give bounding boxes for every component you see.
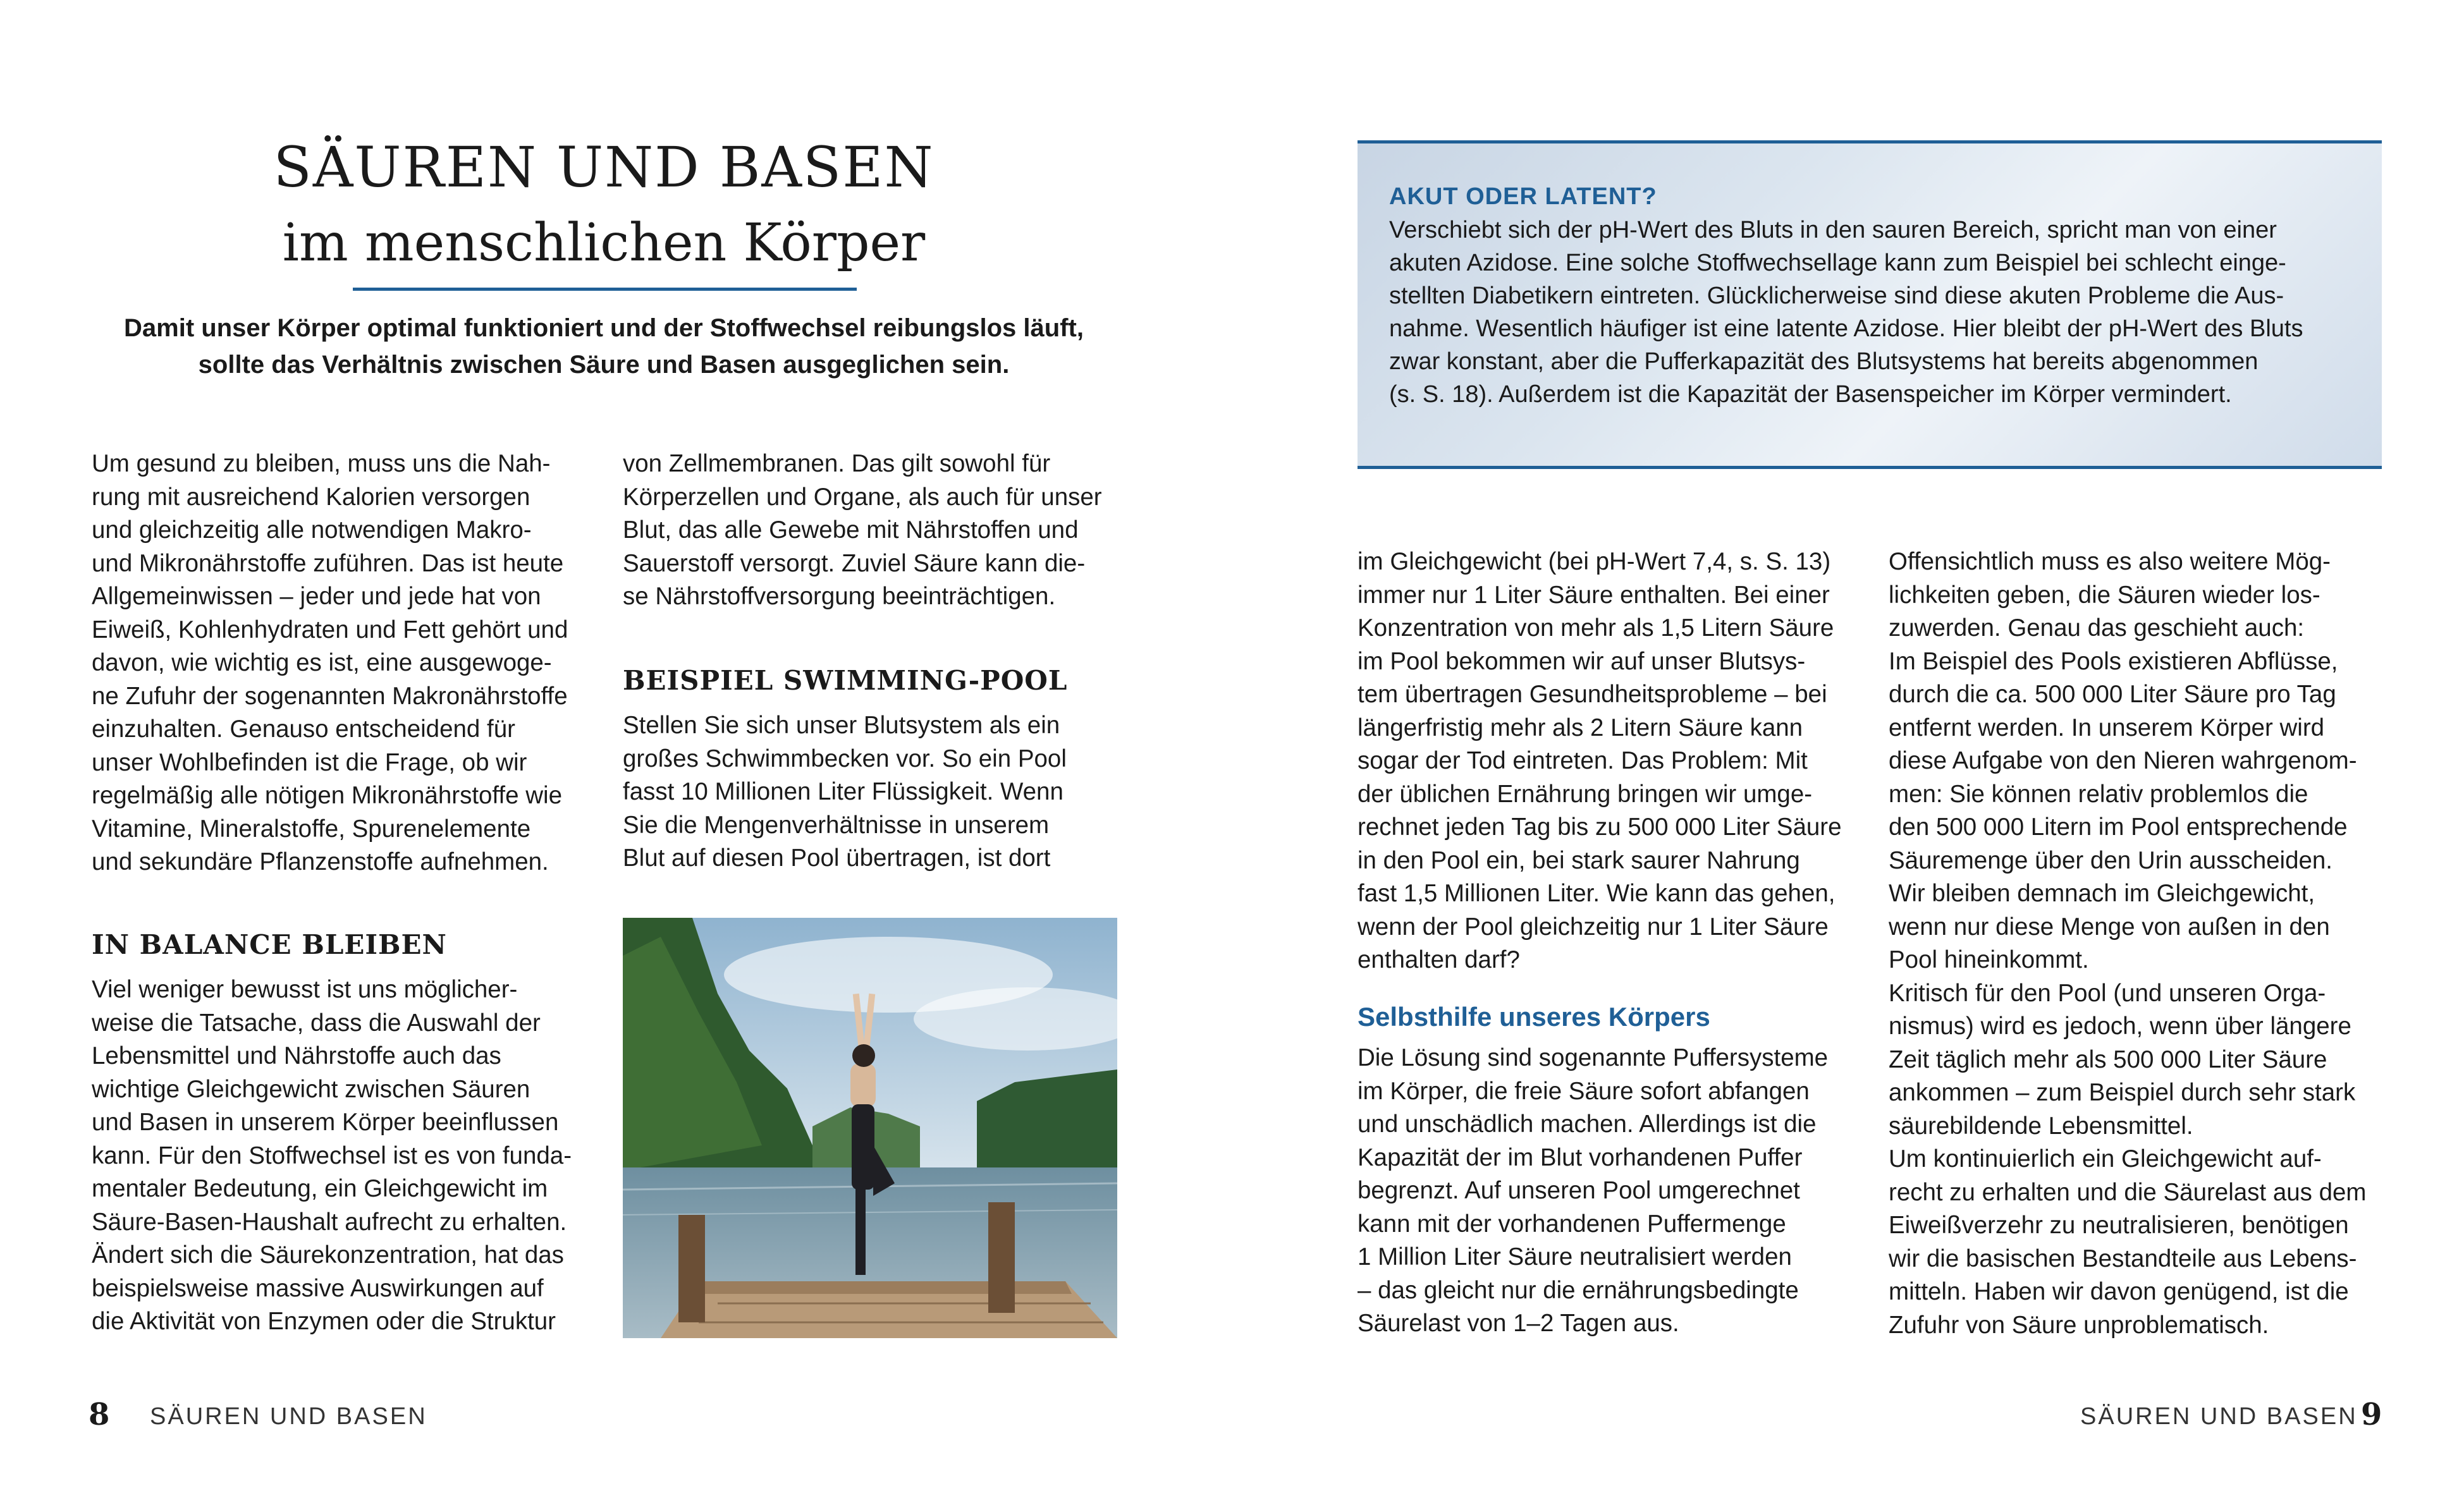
page-number-right: 9	[2361, 1397, 2382, 1432]
running-head-left: SÄUREN UND BASEN	[150, 1403, 427, 1430]
title-rule	[353, 288, 857, 291]
running-head-right: SÄUREN UND BASEN	[2080, 1403, 2358, 1430]
subhead-self-help: Selbsthilfe unseres Körpers	[1358, 1002, 1710, 1032]
page-title: SÄUREN UND BASEN	[273, 135, 935, 200]
lead-paragraph: Damit unser Körper optimal funktioniert und der Stoffwechsel reibungslos läuft, sollte das Verhältnis zwischen Säure und Basen ausgeglichen sein.	[124, 314, 1084, 379]
column-2-paragraph-1: von Zellmembranen. Das gilt sowohl für Körperzellen und Organe, als auch für unser Blut, das alle Gewebe mit Nährstoffen und Sauerstoff versorgt. Zuviel Säure kann die- se Nährstoffversorgung beeinträchtigen.	[623, 450, 1102, 610]
info-box-text: Verschiebt sich der pH-Wert des Bluts in den sauren Bereich, spricht man von einer akuten Azidose. Eine solche Stoffwechsellage kann zum Beispiel bei schlecht einge- stellten Diabetikern eintreten. Glücklicherweise sind diese akuten Probleme die Aus- nahme. Wesentlich häufiger ist eine latente Azidose. Hier bleibt der pH-Wert des Bluts zwar konstant, aber die Pufferkapazität des Blutsystems hat bereits abgenommen (s. S. 18). Außerdem ist die Kapazität der Basenspeicher im Körper vermindert.	[1389, 217, 2303, 408]
yoga-lake-photo	[623, 918, 1117, 1338]
subhead-swimming-pool: BEISPIEL SWIMMING-POOL	[623, 665, 1068, 696]
column-1-paragraph-1: Um gesund zu bleiben, muss uns die Nah- rung mit ausreichend Kalorien versorgen und gleichzeitig alle notwendigen Makro- und Mikronährstoffe zuführen. Das ist heute Allgemeinwissen – jeder und jede hat von Eiweiß, Kohlenhydraten und Fett gehört und davon, wie wichtig es ist, eine ausgewoge- ne Zufuhr der sogenannten Makronährstoffe einzuhalten. Genauso entscheidend für unser Wohlbefinden ist die Frage, ob wir regelmäßig alle nötigen Mikronährstoffe wie Vitamine, Mineralstoffe, Spurenelemente und sekundäre Pflanzenstoffe aufnehmen.	[92, 450, 568, 875]
info-box-title: AKUT ODER LATENT?	[1389, 183, 1657, 210]
column-3-paragraph-2: Die Lösung sind sogenannte Puffersysteme im Körper, die freie Säure sofort abfangen und unschädlich machen. Allerdings ist die Kapazität der im Blut vorhandenen Puffer begrenzt. Auf unseren Pool umgerechnet kann mit der vorhandenen Puffermenge 1 Million Liter Säure neutralisiert werden – das gleicht nur die ernährungsbedingte Säurelast von 1–2 Tagen aus.	[1358, 1044, 1829, 1337]
column-3-paragraph-1: im Gleichgewicht (bei pH-Wert 7,4, s. S. 13) immer nur 1 Liter Säure enthalten. Bei einer Konzentration von mehr als 1,5 Litern Säure im Pool bekommen wir auf unser Blutsys- tem übertragen Gesundheitsprobleme – bei längerfristig mehr als 2 Litern Säure kann sogar der Tod eintreten. Das Problem: Mit der üblichen Ernährung bringen wir umge- rechnet jeden Tag bis zu 500 000 Liter Säure in den Pool ein, bei stark saurer Nahrung fast 1,5 Millionen Liter. Wie kann das gehen, wenn der Pool gleichzeitig nur 1 Liter Säure enthalten darf?	[1358, 548, 1842, 973]
column-2-paragraph-2: Stellen Sie sich unser Blutsystem als ein großes Schwimmbecken vor. So ein Pool fasst 10 Millionen Liter Flüssigkeit. Wenn Sie die Mengenverhältnisse in unserem Blut auf diesen Pool übertragen, ist dort	[623, 712, 1067, 872]
column-1-paragraph-2: Viel weniger bewusst ist uns möglicher- weise die Tatsache, dass die Auswahl der Lebensmittel und Nährstoffe auch das wichtige Gleichgewicht zwischen Säuren und Basen in unserem Körper beeinflussen kann. Für den Stoffwechsel ist es von funda- mentaler Bedeutung, ein Gleichgewicht im Säure-Basen-Haushalt aufrecht zu erhalten. Ändert sich die Säurekonzentration, hat das beispielsweise massive Auswirkungen auf die Aktivität von Enzymen oder die Struktur	[92, 976, 572, 1335]
column-4-text: Offensichtlich muss es also weitere Mög- lichkeiten geben, die Säuren wieder los- zuwerden. Genau das geschieht auch: Im Beispiel des Pools existieren Abflüsse, durch die ca. 500 000 Liter Säure pro Tag entfernt werden. In unserem Körper wird diese Aufgabe von den Nieren wahrgenom- men: Sie können relativ problemlos die den 500 000 Litern im Pool entsprechende Säuremenge über den Urin ausscheiden. Wir bleiben demnach im Gleichgewicht, wenn nur diese Menge von außen in den Pool hineinkommt. Kritisch für den Pool (und unseren Orga- nismus) wird es jedoch, wenn über längere Zeit täglich mehr als 500 000 Liter Säure ankommen – zum Beispiel durch sehr stark säurebildende Lebensmittel. Um kontinuierlich ein Gleichgewicht auf- recht zu erhalten und die Säurelast aus dem Eiweißverzehr zu neutralisieren, benötigen wir die basischen Bestandteile aus Lebens- mitteln. Haben wir davon genügend, ist die Zufuhr von Säure unproblematisch.	[1889, 548, 2367, 1339]
page-subtitle: im menschlichen Körper	[282, 213, 926, 273]
page-number-left: 8	[89, 1397, 110, 1432]
subhead-balance: IN BALANCE BLEIBEN	[92, 929, 447, 960]
